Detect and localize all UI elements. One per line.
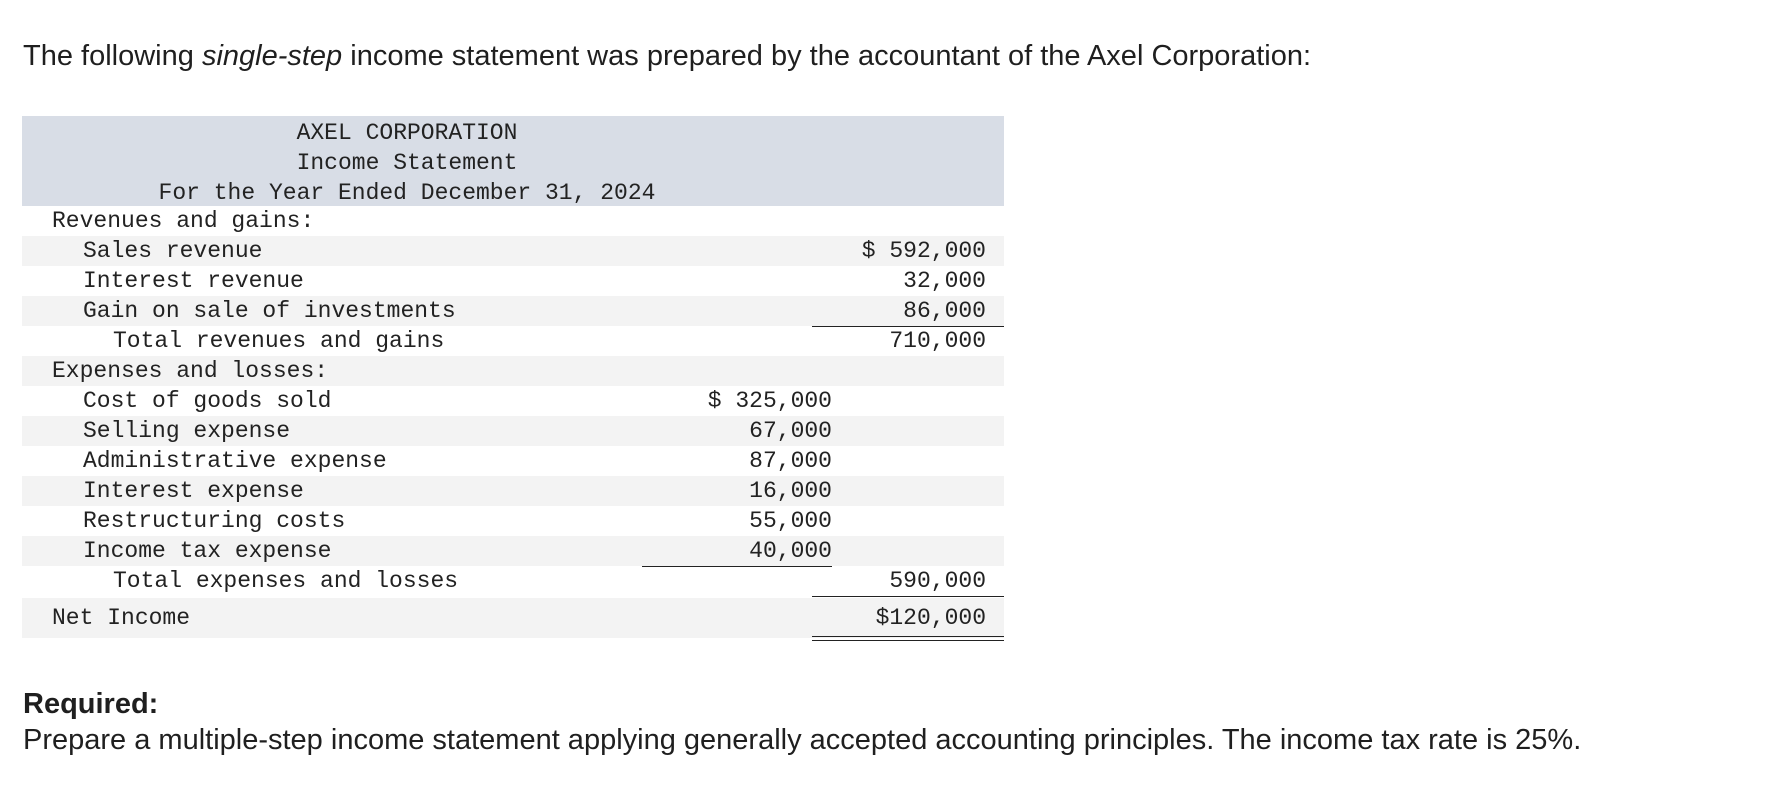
table-row [22, 416, 1004, 446]
row-amount: 590,000 [889, 568, 986, 594]
table-row [22, 536, 1004, 566]
intro-text [23, 36, 1311, 76]
intro-after: income statement was prepared by the accountant of the Axel Corporation: [342, 40, 1312, 72]
table-row [22, 476, 1004, 506]
row-label: Cost of goods sold [83, 388, 332, 414]
revenues-heading: Revenues and gains: [52, 208, 315, 234]
row-amount: $ 325,000 [707, 388, 832, 414]
row-amount: $ 592,000 [861, 238, 986, 264]
row-label: Income tax expense [83, 538, 332, 564]
row-amount: 710,000 [889, 328, 986, 354]
row-label: Total revenues and gains [113, 328, 445, 354]
table-row [22, 296, 1004, 326]
row-amount: 67,000 [749, 418, 832, 444]
double-underline [812, 636, 1004, 641]
intro-emphasis: single-step [201, 40, 343, 72]
intro-before: The following [23, 40, 202, 72]
table-row [22, 266, 1004, 296]
row-label: Interest revenue [83, 268, 304, 294]
required-heading: Required: [23, 688, 159, 720]
row-label: Gain on sale of investments [83, 298, 456, 324]
row-amount: 16,000 [749, 478, 832, 504]
table-row [22, 506, 1004, 536]
table-row [22, 236, 1004, 266]
total-expenses-row [22, 566, 1004, 596]
statement-title: Income Statement [296, 150, 518, 176]
row-label: Sales revenue [83, 238, 263, 264]
statement-period: For the Year Ended December 31, 2024 [158, 180, 656, 206]
net-income-amount: $120,000 [875, 605, 986, 631]
expenses-heading-row [22, 356, 1004, 386]
row-amount: 55,000 [749, 508, 832, 534]
subtotal-rule [812, 596, 1004, 597]
net-income-label: Net Income [52, 605, 191, 631]
row-label: Interest expense [83, 478, 304, 504]
net-income-row [22, 598, 1004, 638]
table-row [22, 446, 1004, 476]
row-amount: 32,000 [903, 268, 986, 294]
row-amount: 87,000 [749, 448, 832, 474]
revenues-heading-row [22, 206, 1004, 236]
row-label: Restructuring costs [83, 508, 346, 534]
row-amount: 40,000 [749, 538, 832, 564]
row-label: Total expenses and losses [113, 568, 459, 594]
required-text: Prepare a multiple-step income statement applying generally accepted accounting principles. The income tax rate is 25%. [23, 724, 1582, 756]
income-statement [22, 116, 1004, 638]
row-amount: 86,000 [903, 298, 986, 324]
required-section [23, 686, 1581, 758]
row-label: Administrative expense [83, 448, 387, 474]
row-label: Selling expense [83, 418, 291, 444]
table-row [22, 386, 1004, 416]
total-revenues-row [22, 326, 1004, 356]
company-name: AXEL CORPORATION [296, 120, 518, 146]
statement-header [22, 116, 1004, 206]
expenses-heading: Expenses and losses: [52, 358, 329, 384]
